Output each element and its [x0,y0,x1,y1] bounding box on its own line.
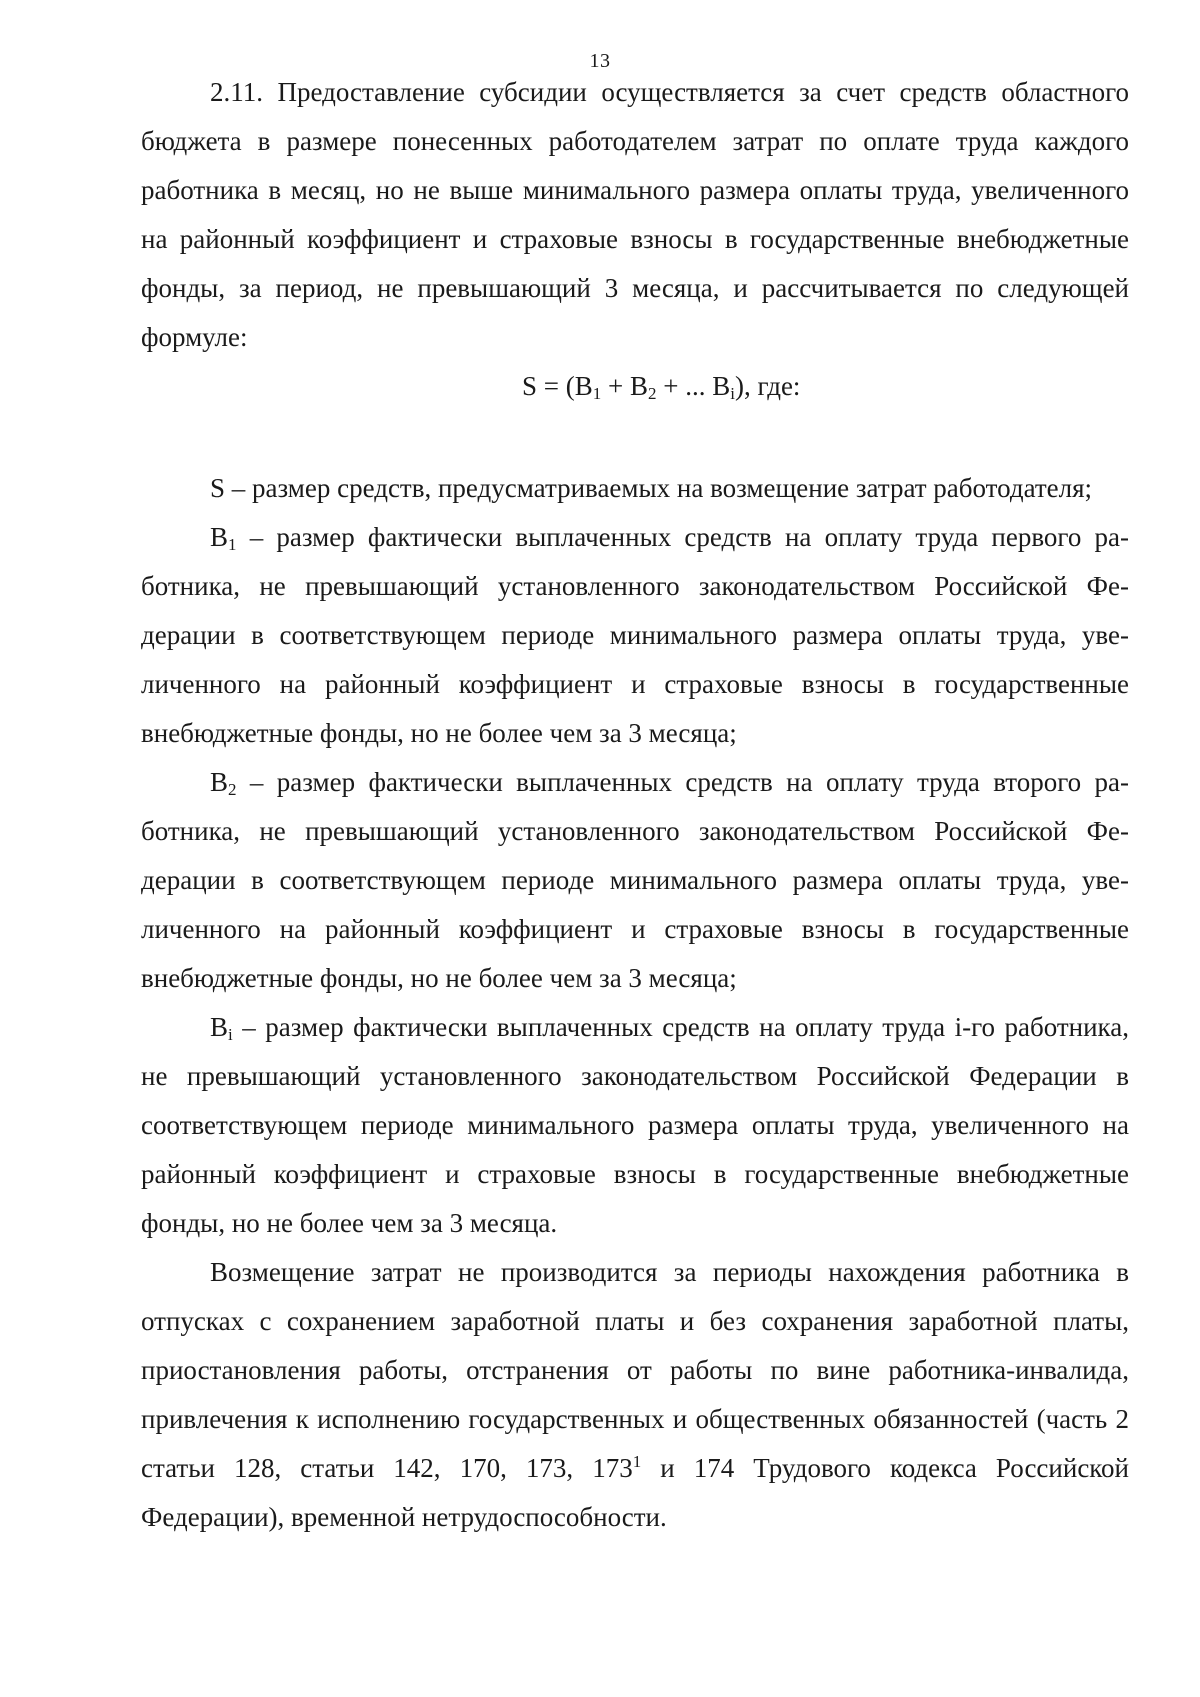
formula [141,362,1129,411]
formula-mid-1: + B [601,371,648,401]
formula-mid-2: + ... B [656,371,731,401]
definition-b2 [141,758,1129,1003]
formula-subscript-1: 1 [592,384,602,403]
definition-b2-symbol: B [210,767,229,797]
paragraph-reimbursement-exclusions [141,1248,1129,1542]
formula-subscript-i: i [730,384,735,403]
definition-b2-subscript: 2 [228,780,237,799]
definition-bi-subscript: i [228,1025,233,1044]
exclusions-text-part1: Возмещение затрат не производится за периоды нахождения работника в отпусках с сохранением заработной платы и без сохранения заработной платы, приостановления работы, отстранения от работы по вине работника-инвалида, привлечения к исполнению государственных и общественных обязанностей (часть 2 статьи 128, статьи 142, 170, 173, 173 [141,1257,1129,1483]
document-body [141,68,1129,1542]
paragraph-2-11: 2.11. Предоставление субсидии осуществляется за счет средств областного бюджета в размере понесенных работодателем затрат по оплате труда каждого работника в месяц, но не выше минимального размера оплаты труда, увеличенного на районный коэффициент и страховые взносы в государственные внебюджетные фонды, за период, не превышающий 3 месяца, и рассчитывается по следующей формуле: [141,77,1129,352]
article-superscript: 1 [632,1452,642,1471]
definition-bi [141,1003,1129,1248]
definition-b1-text: – размер фактически выплаченных средств на оплату труда первого работника, не превышающий установленного законодательством Российской Федерации в соответствующем периоде минимального размера оплаты труда, увеличенного на районный коэффициент и страховые взносы в государственные внебюджетные фонды, но не более чем за 3 месяца; [141,522,1129,748]
page-number: 13 [589,50,611,72]
definition-bi-text: – размер фактически выплаченных средств на оплату труда i-го работника, не превышающий установленного законодательством Российской Федерации в соответствующем периоде минимального размера оплаты труда, увеличенного на районный коэффициент и страховые взносы в государственные внебюджетные фонды, но не более чем за 3 месяца. [141,1012,1129,1238]
definition-b1 [141,513,1129,758]
exclusions-text-part2: и 174 Трудового кодекса Российской Федерации), временной нетрудоспособности. [141,1453,1129,1532]
definition-s: S – размер средств, предусматриваемых на возмещение затрат работодателя; [210,473,1093,503]
formula-subscript-2: 2 [648,384,657,403]
definition-b1-subscript: 1 [228,535,237,554]
definition-bi-symbol: B [210,1012,229,1042]
formula-prefix: S = (B [522,371,593,401]
definition-b1-symbol: B [210,522,229,552]
formula-suffix: ), где: [734,371,801,401]
definition-b2-text: – размер фактически выплаченных средств на оплату труда второго работника, не превышающий установленного законодательством Российской Федерации в соответствующем периоде минимального размера оплаты труда, увеличенного на районный коэффициент и страховые взносы в государственные внебюджетные фонды, но не более чем за 3 месяца; [141,767,1129,993]
